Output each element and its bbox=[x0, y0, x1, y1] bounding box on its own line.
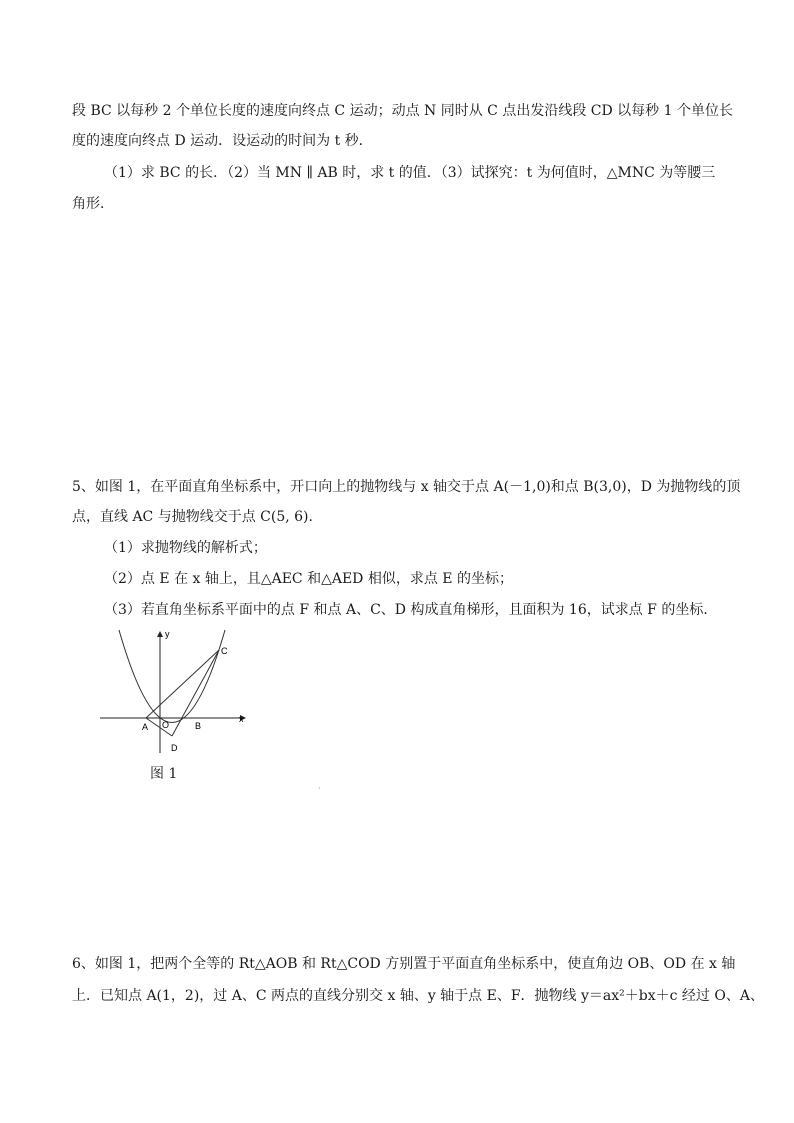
q5-item-3: （3）若直角坐标系平面中的点 F 和点 A、C、D 构成直角梯形，且面积为 16，试求点 F 的坐标． bbox=[104, 602, 718, 618]
q5-line-1: 5、如图 1，在平面直角坐标系中，开口向上的抛物线与 x 轴交于点 A(－1,0)和点 B(3,0)，D 为抛物线的顶 bbox=[72, 479, 741, 495]
point-d-label: D bbox=[171, 743, 178, 753]
q4-line-4: 角形． bbox=[72, 196, 114, 212]
parabola-curve bbox=[119, 630, 225, 723]
point-a-label: A bbox=[142, 722, 149, 732]
q4-line-1: 段 BC 以每秒 2 个单位长度的速度向终点 C 运动；动点 N 同时从 C 点出发沿线段 CD 以每秒 1 个单位长 bbox=[72, 103, 733, 119]
x-label: x bbox=[239, 714, 244, 724]
figure-caption: 图 1 bbox=[150, 766, 178, 782]
q5-item-1: （1）求抛物线的解析式； bbox=[104, 540, 267, 556]
line-ac bbox=[146, 650, 219, 718]
point-o-label: O bbox=[162, 720, 170, 730]
q4-line-3: （1）求 BC 的长．（2）当 MN ∥ AB 时，求 t 的值．（3）试探究：t 为何值时，△MNC 为等腰三 bbox=[104, 165, 716, 181]
stray-dot: · bbox=[318, 784, 321, 793]
point-c-label: C bbox=[221, 646, 228, 656]
q6-line-1: 6、如图 1，把两个全等的 Rt△AOB 和 Rt△COD 方别置于平面直角坐标系中，使直角边 OB、OD 在 x 轴 bbox=[72, 956, 736, 972]
point-b-label: B bbox=[195, 721, 202, 731]
q5-line-2: 点，直线 AC 与抛物线交于点 C(5, 6). bbox=[72, 509, 313, 525]
q6-line-2: 上．已知点 A(1，2)，过 A、C 两点的直线分别交 x 轴、y 轴于点 E、F．抛物线 y＝ax²＋bx＋c 经过 O、A、 bbox=[72, 988, 764, 1004]
q4-line-2: 度的速度向终点 D 运动．设运动的时间为 t 秒． bbox=[72, 133, 373, 149]
q5-item-2: （2）点 E 在 x 轴上，且△AEC 和△AED 相似，求点 E 的坐标； bbox=[104, 571, 513, 587]
parabola-figure bbox=[94, 625, 254, 755]
y-label: y bbox=[165, 629, 170, 639]
y-axis-arrow bbox=[157, 631, 163, 637]
